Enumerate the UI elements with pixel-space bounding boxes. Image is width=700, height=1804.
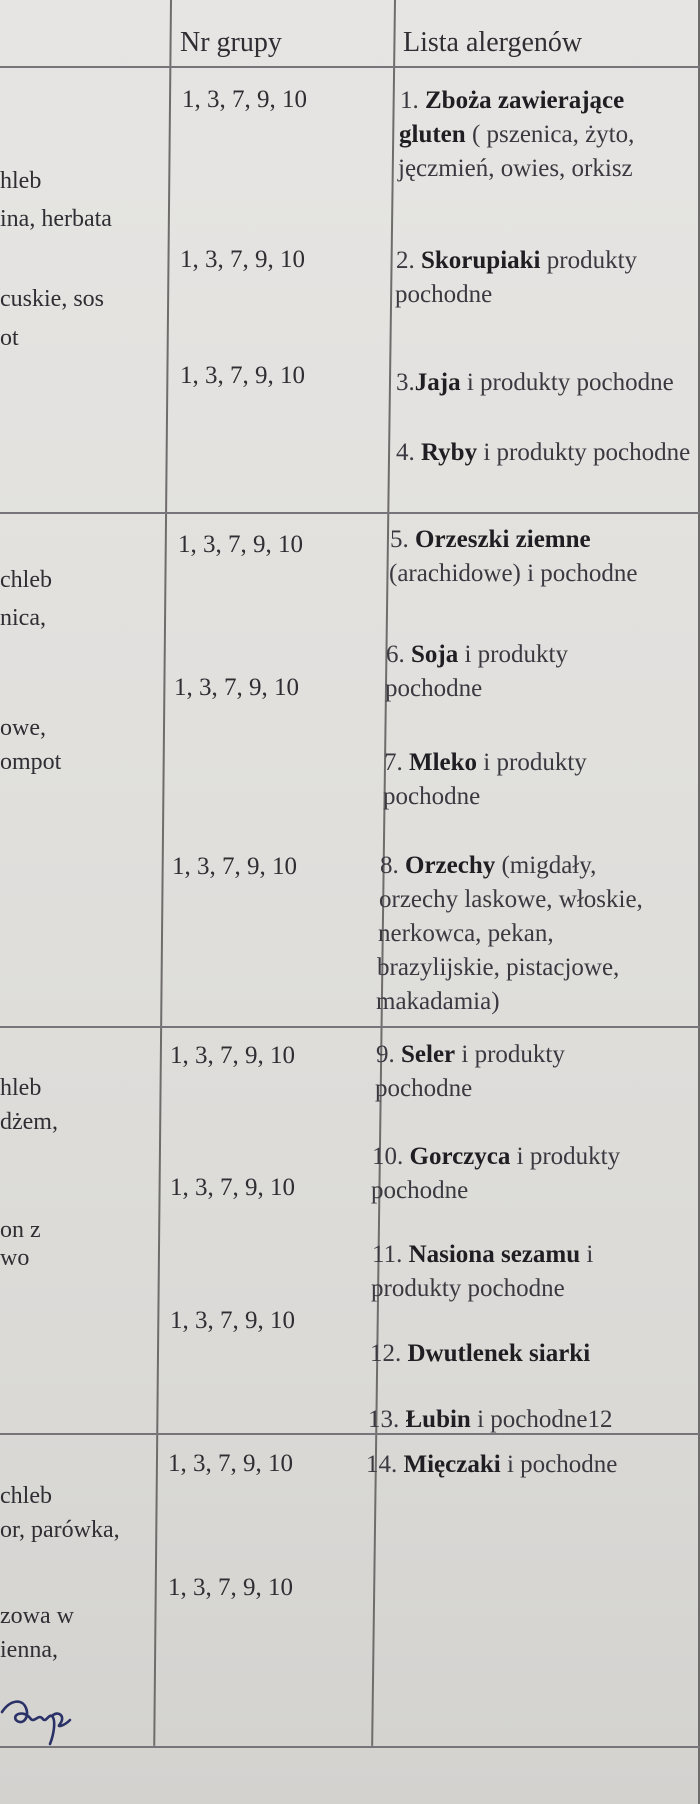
menu-fragment: chleb [0,567,52,593]
allergen-item-continuation: brazylijskie, pistacjowe, [377,954,620,981]
menu-fragment: zowa w [0,1603,74,1629]
allergen-item: 2. Skorupiaki produkty [396,247,638,274]
allergen-item-continuation: pochodne [385,675,483,702]
menu-fragment: ina, herbata [0,206,112,232]
allergen-item-continuation: makadamia) [376,988,500,1015]
allergen-item-continuation: orzechy laskowe, włoskie, [379,886,643,913]
header-allergen-list: Lista alergenów [403,27,583,58]
row-divider-bottom [0,1746,700,1748]
row-divider-2 [0,1026,700,1028]
menu-fragment: or, parówka, [0,1517,120,1543]
menu-fragment: wo [0,1245,30,1271]
allergen-item-continuation: pochodne [375,1075,473,1102]
allergen-item-continuation: pochodne [383,783,481,810]
allergen-item: 3.Jaja i produkty pochodne [396,369,674,396]
menu-fragment: on z [0,1217,41,1243]
column-divider-left [153,0,172,1746]
allergen-item: 14. Mięczaki i pochodne [366,1451,618,1478]
group-numbers: 1, 3, 7, 9, 10 [178,531,303,558]
row-divider-1 [0,512,700,514]
allergen-item: 5. Orzeszki ziemne [390,526,591,553]
allergen-item: 11. Nasiona sezamu i [372,1241,594,1268]
menu-fragment: dżem, [0,1109,58,1135]
allergen-item-continuation: nerkowca, pekan, [378,920,554,947]
allergen-item-continuation: pochodne [371,1177,469,1204]
allergen-item-continuation: pochodne [395,281,493,308]
group-numbers: 1, 3, 7, 9, 10 [170,1174,295,1201]
group-numbers: 1, 3, 7, 9, 10 [170,1307,295,1334]
menu-fragment: ompot [0,749,62,775]
group-numbers: 1, 3, 7, 9, 10 [168,1450,293,1477]
allergen-item: 4. Ryby i produkty pochodne [396,439,691,466]
allergen-item-continuation: produkty pochodne [371,1275,565,1302]
allergen-item: 7. Mleko i produkty [384,749,587,776]
allergen-item: 6. Soja i produkty [386,641,568,668]
allergen-item-continuation: (arachidowe) i pochodne [389,560,638,587]
menu-fragment: hleb [0,168,42,194]
group-numbers: 1, 3, 7, 9, 10 [172,853,297,880]
allergen-item: 1. Zboża zawierające [400,87,625,114]
allergen-item-continuation: jęczmień, owies, orkisz [398,155,633,182]
group-numbers: 1, 3, 7, 9, 10 [180,246,305,273]
group-numbers: 1, 3, 7, 9, 10 [180,362,305,389]
allergen-item: 10. Gorczyca i produkty [372,1143,621,1170]
allergen-item: 8. Orzechy (migdały, [380,852,597,879]
group-numbers: 1, 3, 7, 9, 10 [168,1574,293,1601]
group-numbers: 1, 3, 7, 9, 10 [174,674,299,701]
allergen-item: 13. Łubin i pochodne12 [368,1406,613,1433]
menu-fragment: ienna, [0,1637,58,1663]
menu-fragment: hleb [0,1075,42,1101]
allergen-item-continuation: gluten ( pszenica, żyto, [399,121,635,148]
header-group-number: Nr grupy [180,27,282,58]
menu-fragment: nica, [0,605,46,631]
row-divider-header [0,66,700,68]
menu-fragment: chleb [0,1483,52,1509]
menu-fragment: cuskie, sos [0,286,104,312]
allergen-item: 9. Seler i produkty [376,1041,565,1068]
menu-fragment: owe, [0,715,46,741]
menu-fragment: ot [0,325,19,351]
group-numbers: 1, 3, 7, 9, 10 [170,1042,295,1069]
group-numbers: 1, 3, 7, 9, 10 [182,86,307,113]
signature [0,1690,80,1750]
allergen-item: 12. Dwutlenek siarki [370,1340,591,1367]
